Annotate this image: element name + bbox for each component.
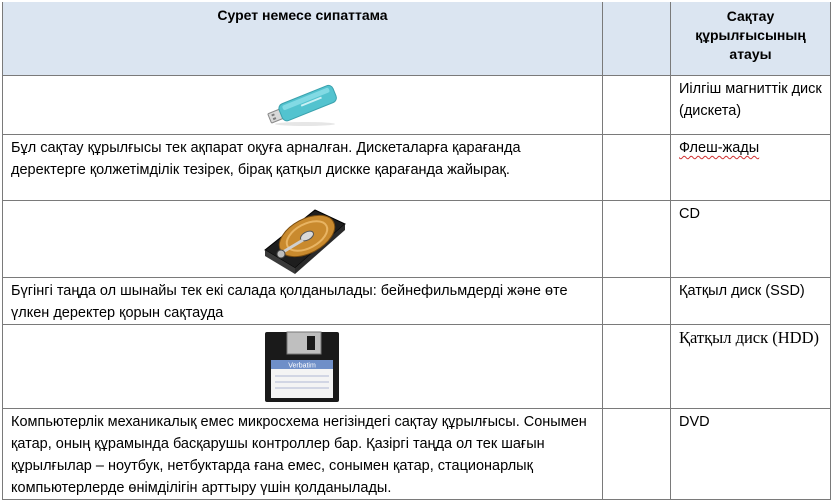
header-empty xyxy=(603,1,671,76)
empty-cell xyxy=(603,409,671,500)
description-text: Бұл сақтау құрылғысы тек ақпарат оқуға арналған. Дискеталарға қарағанда деректерге қолжетімділік тезірек, бірақ қатқыл дискке қарағанда жайырақ. xyxy=(3,135,603,201)
table-row xyxy=(3,278,831,325)
hard-disk-drive-image xyxy=(255,202,351,276)
top-edge xyxy=(0,0,835,2)
table-row xyxy=(3,135,831,201)
table-row xyxy=(3,76,831,135)
floppy-disk-image xyxy=(263,330,343,404)
device-name: DVD xyxy=(671,409,831,500)
table-row xyxy=(3,409,831,500)
empty-cell xyxy=(603,325,671,409)
device-name: Иілгіш магниттік диск (дискета) xyxy=(671,76,831,135)
header-device-name: Сақтау құрылғысының атауы xyxy=(671,1,831,76)
device-name: Қатқыл диск (HDD) xyxy=(671,325,831,409)
empty-cell xyxy=(603,76,671,135)
table-row xyxy=(3,325,831,409)
device-name: Қатқыл диск (SSD) xyxy=(671,278,831,325)
storage-devices-table xyxy=(2,0,831,500)
description-text: Бүгінгі таңда ол шынайы тек екі салада қолданылады: бейнефильмдерді және өте үлкен деректер қорын сақтауда xyxy=(3,278,603,325)
image-cell xyxy=(3,76,603,135)
image-cell xyxy=(3,201,603,278)
header-description: Сурет немесе сипаттама xyxy=(3,1,603,76)
empty-cell xyxy=(603,135,671,201)
device-name: CD xyxy=(671,201,831,278)
empty-cell xyxy=(603,278,671,325)
device-name: Флеш-жады xyxy=(671,135,831,201)
usb-flash-drive-image xyxy=(263,82,343,128)
floppy-brand-label: Verbatim xyxy=(287,362,316,369)
header-row xyxy=(3,1,831,76)
table-row xyxy=(3,201,831,278)
image-cell xyxy=(3,325,603,409)
description-text: Компьютерлік механикалық емес микросхема негізіндегі сақтау құрылғысы. Сонымен қатар, оның құрамында басқарушы контроллер бар. Қазіргі таңда ол тек шағын құрылғылар – ноутбук, нетбуктарда ғана емес, сонымен қатар, стационарлық компьютерлерде өнімділігін арттыру үшін қолданылады. xyxy=(3,409,603,500)
empty-cell xyxy=(603,201,671,278)
